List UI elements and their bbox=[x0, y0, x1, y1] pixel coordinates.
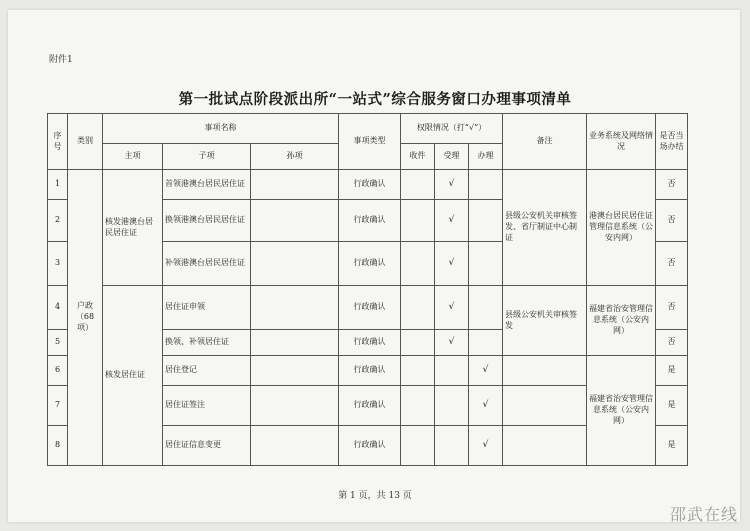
attachment-label: 附件1 bbox=[49, 55, 73, 65]
sub-item-cell: 居住证签注 bbox=[163, 386, 251, 426]
category-cell: 户政（68项） bbox=[68, 170, 103, 466]
header-item-type: 事项类型 bbox=[339, 114, 401, 170]
accept-cell bbox=[435, 386, 469, 426]
accept-cell bbox=[435, 426, 469, 466]
sub-item-cell: 首领港澳台居民居住证 bbox=[163, 170, 251, 200]
sub-item-cell: 居住证申领 bbox=[163, 286, 251, 330]
row-seq: 8 bbox=[48, 426, 68, 466]
header-sub-item: 子项 bbox=[163, 144, 251, 170]
accept-check: √ bbox=[435, 170, 469, 200]
row-seq: 4 bbox=[48, 286, 68, 330]
system-cell: 港澳台居民居住证管理信息系统（公安内网） bbox=[587, 170, 656, 286]
accept-cell bbox=[435, 356, 469, 386]
table-row bbox=[48, 170, 688, 200]
main-item-cell: 核发居住证 bbox=[103, 286, 163, 466]
header-category: 类别 bbox=[68, 114, 103, 170]
document-title: 第一批试点阶段派出所“一站式”综合服务窗口办理事项清单 bbox=[178, 91, 572, 108]
item-type-cell: 行政确认 bbox=[339, 356, 401, 386]
minor-item-cell bbox=[251, 286, 339, 330]
collect-cell bbox=[401, 170, 435, 200]
page-footer: 第 1 页，共 13 页 bbox=[338, 491, 412, 501]
remarks-cell: 县级公安机关审核签发 bbox=[503, 286, 587, 356]
onsite-cell: 否 bbox=[656, 330, 688, 356]
remarks-cell bbox=[503, 386, 587, 426]
minor-item-cell bbox=[251, 170, 339, 200]
header-minor-item: 孙项 bbox=[251, 144, 339, 170]
watermark: 邵武在线 bbox=[669, 505, 738, 524]
header-authority: 权限情况（打“√”） bbox=[401, 114, 503, 144]
minor-item-cell bbox=[251, 426, 339, 466]
remarks-cell bbox=[503, 356, 587, 386]
row-seq: 7 bbox=[48, 386, 68, 426]
main-item-cell: 核发港澳台居民居住证 bbox=[103, 170, 163, 286]
remarks-cell: 县级公安机关审核签发、省厅制证中心制证 bbox=[503, 170, 587, 286]
handle-check: √ bbox=[469, 356, 503, 386]
remarks-cell bbox=[503, 426, 587, 466]
handle-cell bbox=[469, 286, 503, 330]
onsite-cell: 否 bbox=[656, 286, 688, 330]
header-collect: 收件 bbox=[401, 144, 435, 170]
handle-check: √ bbox=[469, 426, 503, 466]
accept-check: √ bbox=[435, 242, 469, 286]
handle-cell bbox=[469, 170, 503, 200]
accept-check: √ bbox=[435, 200, 469, 242]
accept-check: √ bbox=[435, 286, 469, 330]
item-type-cell: 行政确认 bbox=[339, 386, 401, 426]
onsite-cell: 是 bbox=[656, 386, 688, 426]
table-row bbox=[48, 286, 688, 330]
row-seq: 2 bbox=[48, 200, 68, 242]
minor-item-cell bbox=[251, 200, 339, 242]
onsite-cell: 否 bbox=[656, 200, 688, 242]
system-cell: 福建省治安管理信息系统（公安内网） bbox=[587, 356, 656, 466]
item-type-cell: 行政确认 bbox=[339, 286, 401, 330]
collect-cell bbox=[401, 386, 435, 426]
header-item-name: 事项名称 bbox=[103, 114, 339, 144]
row-seq: 1 bbox=[48, 170, 68, 200]
onsite-cell: 是 bbox=[656, 356, 688, 386]
sub-item-cell: 居住证信息变更 bbox=[163, 426, 251, 466]
handle-cell bbox=[469, 330, 503, 356]
item-type-cell: 行政确认 bbox=[339, 200, 401, 242]
sub-item-cell: 居住登记 bbox=[163, 356, 251, 386]
collect-cell bbox=[401, 200, 435, 242]
item-type-cell: 行政确认 bbox=[339, 426, 401, 466]
sub-item-cell: 换领港澳台居民居住证 bbox=[163, 200, 251, 242]
item-type-cell: 行政确认 bbox=[339, 330, 401, 356]
row-seq: 3 bbox=[48, 242, 68, 286]
items-table bbox=[47, 113, 688, 466]
header-onsite: 是否当场办结 bbox=[656, 114, 688, 170]
row-seq: 5 bbox=[48, 330, 68, 356]
handle-check: √ bbox=[469, 386, 503, 426]
accept-check: √ bbox=[435, 330, 469, 356]
row-seq: 6 bbox=[48, 356, 68, 386]
collect-cell bbox=[401, 242, 435, 286]
header-accept: 受理 bbox=[435, 144, 469, 170]
collect-cell bbox=[401, 330, 435, 356]
minor-item-cell bbox=[251, 356, 339, 386]
item-type-cell: 行政确认 bbox=[339, 170, 401, 200]
minor-item-cell bbox=[251, 242, 339, 286]
header-handle: 办理 bbox=[469, 144, 503, 170]
collect-cell bbox=[401, 286, 435, 330]
handle-cell bbox=[469, 200, 503, 242]
item-type-cell: 行政确认 bbox=[339, 242, 401, 286]
header-main-item: 主项 bbox=[103, 144, 163, 170]
collect-cell bbox=[401, 426, 435, 466]
onsite-cell: 否 bbox=[656, 170, 688, 200]
handle-cell bbox=[469, 242, 503, 286]
sub-item-cell: 补领港澳台居民居住证 bbox=[163, 242, 251, 286]
onsite-cell: 是 bbox=[656, 426, 688, 466]
system-cell: 福建省治安管理信息系统（公安内网） bbox=[587, 286, 656, 356]
header-seq: 序号 bbox=[48, 114, 68, 170]
onsite-cell: 否 bbox=[656, 242, 688, 286]
collect-cell bbox=[401, 356, 435, 386]
header-system: 业务系统及网络情况 bbox=[587, 114, 656, 170]
header-remarks: 备注 bbox=[503, 114, 587, 170]
sub-item-cell: 换领、补领居住证 bbox=[163, 330, 251, 356]
minor-item-cell bbox=[251, 386, 339, 426]
minor-item-cell bbox=[251, 330, 339, 356]
